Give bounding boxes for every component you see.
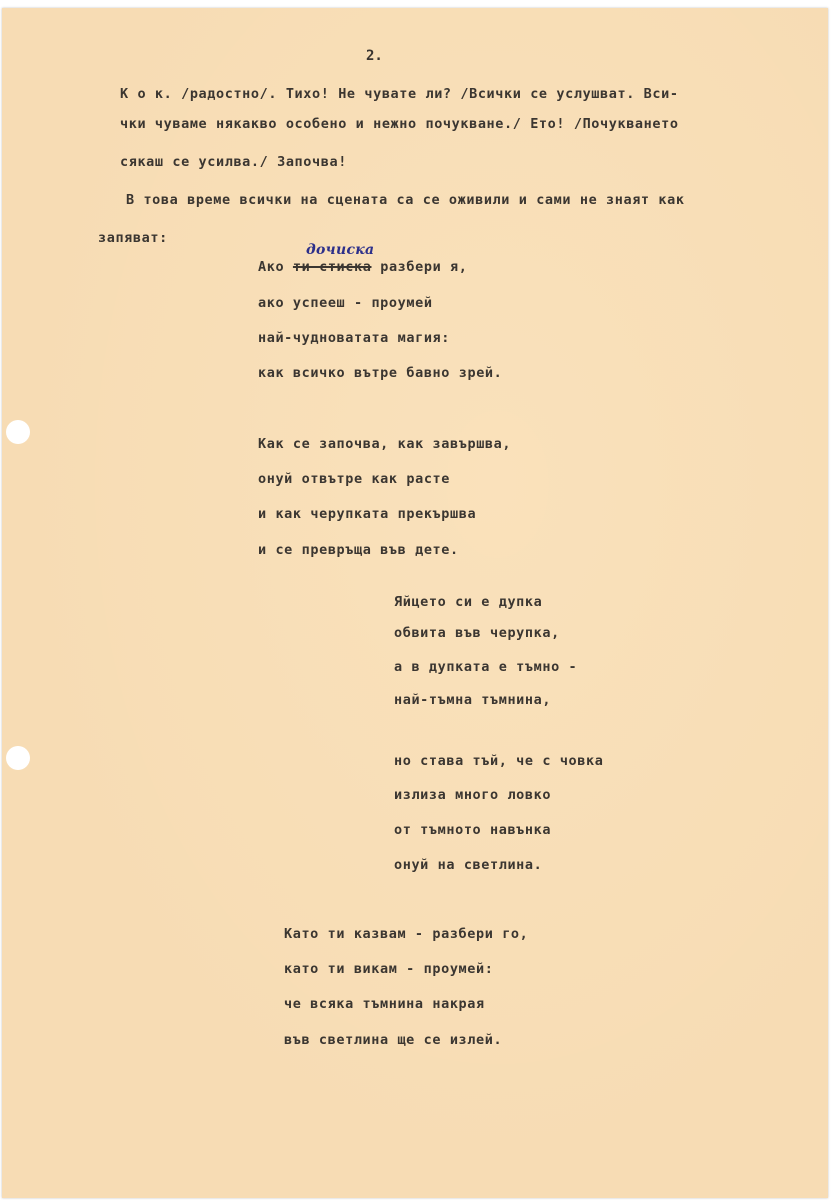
handwritten-correction: дочиска	[306, 242, 375, 258]
typewritten-page	[2, 8, 828, 1198]
stanza1-line-4: как всичко вътре бавно зрей.	[258, 365, 503, 381]
punch-hole	[6, 420, 30, 444]
stanza4-line-4: онуй на светлина.	[394, 857, 543, 873]
stanza5-line-4: във светлина ще се излей.	[284, 1032, 503, 1048]
stanza2-line-4: и се превръща във дете.	[258, 542, 459, 558]
stanza1-line-3: най-чудноватата магия:	[258, 330, 451, 346]
stanza5-line-1: Като ти казвам - разбери го,	[284, 926, 529, 942]
intro-line-1: К о к. /радостно/. Тихо! Не чувате ли? /Всички се услушват. Вси-	[120, 86, 679, 102]
stanza3-line-4: най-тъмна тъмнина,	[394, 692, 552, 708]
stanza4-line-3: от тъмното навънка	[394, 822, 552, 838]
stanza3-line-3: а в дупката е тъмно -	[394, 659, 578, 675]
intro-line-4: В това време всички на сцената са се оживили и сами не знаят как	[126, 192, 685, 208]
stanza1-line-2: ако успееш - проумей	[258, 295, 433, 311]
struck-out-text: ти стиска	[292, 259, 372, 275]
stanza2-line-1: Как се започва, как завършва,	[258, 436, 512, 452]
stanza2-line-2: онуй отвътре как расте	[258, 471, 451, 487]
intro-line-3: сякаш се усилва./ Започва!	[120, 154, 347, 170]
stanza1-line-1: Ако ти стиска разбери я,	[258, 259, 468, 275]
stanza4-line-2: излиза много ловко	[394, 787, 552, 803]
stanza4-line-1: но става тъй, че с човка	[394, 753, 604, 769]
intro-line-2: чки чуваме някакво особено и нежно почукване./ Ето! /Почукването	[120, 116, 679, 132]
page-number: 2.	[366, 48, 383, 64]
stanza3-line-2: обвита във черупка,	[394, 625, 560, 641]
punch-hole	[6, 746, 30, 770]
intro-line-5: запяват:	[98, 230, 168, 246]
stanza5-line-3: че всяка тъмнина накрая	[284, 996, 485, 1012]
stanza5-line-2: като ти викам - проумей:	[284, 961, 494, 977]
stanza2-line-3: и как черупката прекършва	[258, 506, 477, 522]
stanza3-line-1: Яйцето си е дупка	[394, 594, 543, 610]
